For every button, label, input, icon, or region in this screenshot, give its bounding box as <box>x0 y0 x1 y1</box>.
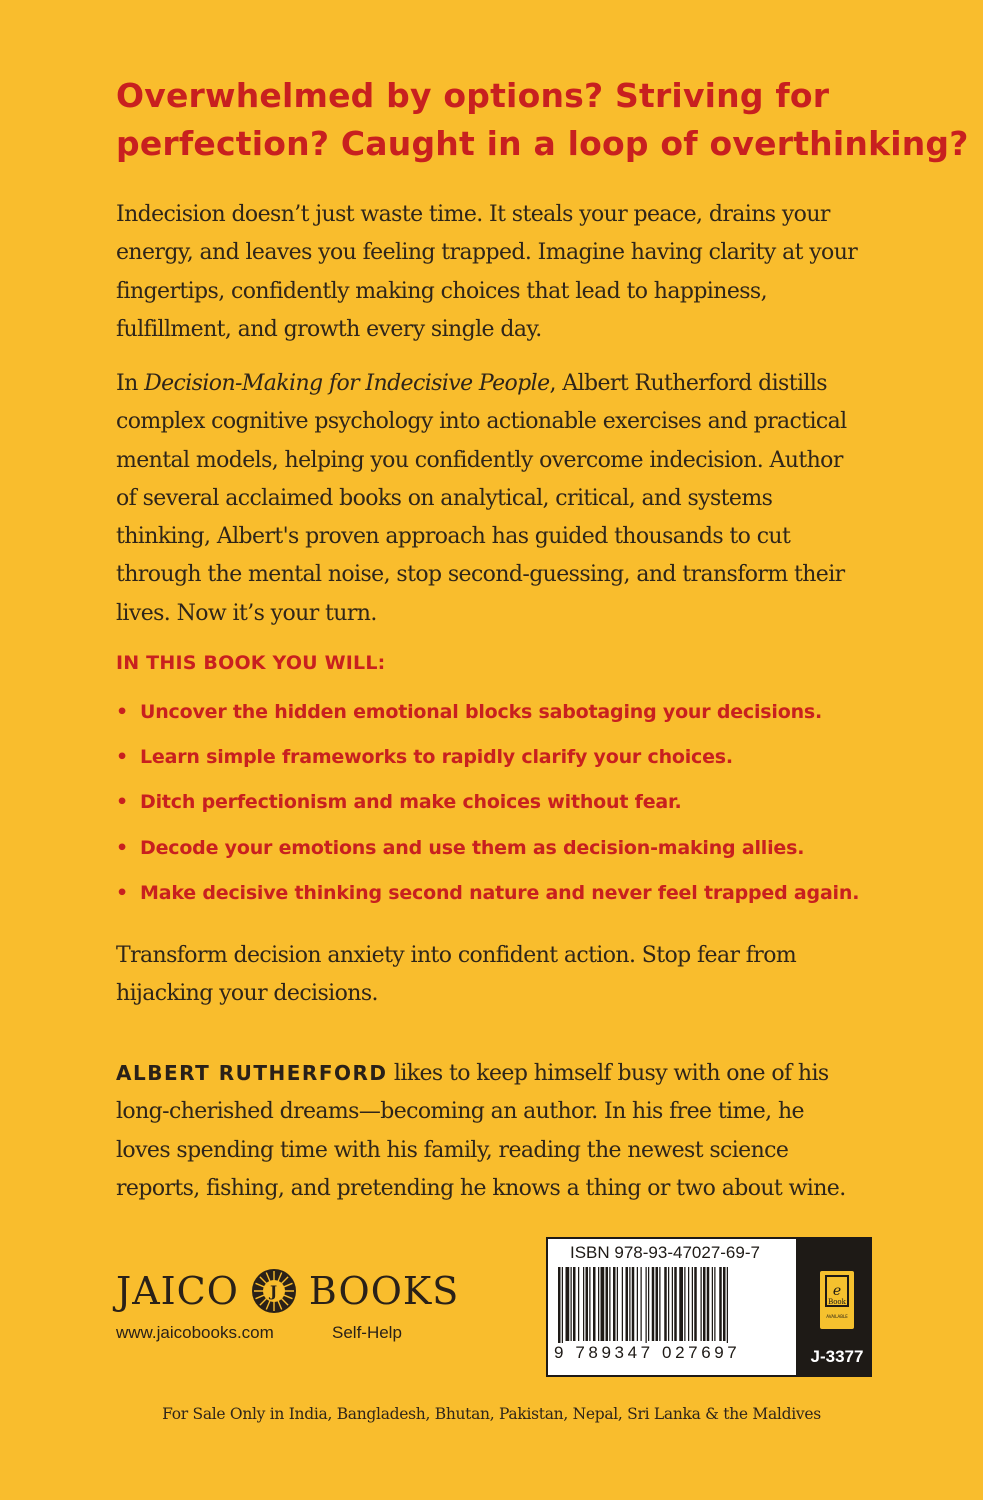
description-line: through the mental noise, stop second-guessing, and transform their <box>116 562 845 588</box>
author-line: loves spending time with his family, reading the newest science <box>116 1137 789 1163</box>
closing-paragraph <box>116 937 796 1014</box>
description-line: lives. Now it’s your turn. <box>116 600 377 626</box>
author-line: reports, fishing, and pretending he knows a thing or two about wine. <box>116 1175 846 1201</box>
benefit-text: Learn simple frameworks to rapidly clarify your choices. <box>140 746 733 769</box>
barcode-area <box>548 1239 796 1375</box>
publisher-name-left: JAICO <box>116 1269 239 1313</box>
author-bio <box>116 1054 846 1208</box>
bullet-icon: • <box>116 881 128 904</box>
headline-line-1: Overwhelmed by options? Striving for <box>116 76 830 115</box>
sun-emblem-icon <box>251 1268 297 1314</box>
intro-line: Indecision doesn’t just waste time. It steals your peace, drains your <box>116 202 830 227</box>
benefit-text: Make decisive thinking second nature and never feel trapped again. <box>140 881 860 904</box>
intro-paragraph <box>116 196 857 349</box>
barcode-bars-icon <box>556 1267 792 1353</box>
book-category: Self-Help <box>332 1323 402 1342</box>
ebook-letter: e <box>832 1283 842 1299</box>
bullet-icon: • <box>116 791 128 814</box>
description-suffix: , Albert Rutherford distills <box>549 371 827 396</box>
author-line: long-cherished dreams—becoming an author. In his free time, he <box>116 1099 804 1125</box>
headline <box>116 72 969 168</box>
publisher-website: www.jaicobooks.com <box>116 1323 274 1342</box>
bullet-icon: • <box>116 701 128 723</box>
author-name: ALBERT RUTHERFORD <box>116 1061 388 1085</box>
product-code: J-3377 <box>810 1347 864 1366</box>
ebook-icon <box>820 1271 854 1329</box>
closing-line: hijacking your decisions. <box>116 981 378 1007</box>
headline-line-2: perfection? Caught in a loop of overthinking? <box>116 124 969 163</box>
author-first-line-text: likes to keep himself busy with one of his <box>387 1061 829 1086</box>
bullet-icon: • <box>116 836 128 859</box>
description-line: mental models, helping you confidently overcome indecision. Author <box>116 447 843 473</box>
barcode-digits: 9 789347 027697 <box>554 1343 794 1363</box>
benefits-heading: IN THIS BOOK YOU WILL: <box>116 652 386 674</box>
description-line: thinking, Albert's proven approach has guided thousands to cut <box>116 524 791 550</box>
publisher-logo <box>116 1268 459 1314</box>
sale-notice: For Sale Only in India, Bangladesh, Bhutan, Pakistan, Nepal, Sri Lanka & the Maldives <box>162 1405 821 1423</box>
benefit-text: Ditch perfectionism and make choices without fear. <box>140 791 682 814</box>
bullet-icon: • <box>116 746 128 769</box>
benefit-text: Decode your emotions and use them as decision-making allies. <box>140 836 805 859</box>
description-line: of several acclaimed books on analytical, critical, and systems <box>116 485 773 511</box>
benefit-text: Uncover the hidden emotional blocks sabotaging your decisions. <box>140 701 823 723</box>
ebook-label: Book <box>828 1298 846 1306</box>
description-paragraph <box>116 365 847 633</box>
isbn-label: ISBN 978-93-47027-69-7 <box>570 1243 760 1262</box>
description-line: complex cognitive psychology into actionable exercises and practical <box>116 409 847 435</box>
ebook-badge <box>820 1271 854 1329</box>
intro-line: fulfillment, and growth every single day. <box>116 316 542 342</box>
publisher-name-right: BOOKS <box>308 1269 460 1313</box>
closing-line: Transform decision anxiety into confident action. Stop fear from <box>116 943 797 968</box>
intro-line: fingertips, confidently making choices that lead to happiness, <box>116 278 768 304</box>
ebook-sub: AVAILABLE <box>826 1314 848 1319</box>
barcode-panel <box>546 1237 872 1377</box>
author-first-line <box>116 1054 846 1093</box>
description-first-line <box>116 365 847 403</box>
book-title: Decision-Making for Indecisive People <box>144 371 550 396</box>
description-prefix: In <box>116 371 145 396</box>
emblem-letter: J <box>269 1282 278 1301</box>
intro-line: energy, and leaves you feeling trapped. Imagine having clarity at your <box>116 240 858 266</box>
